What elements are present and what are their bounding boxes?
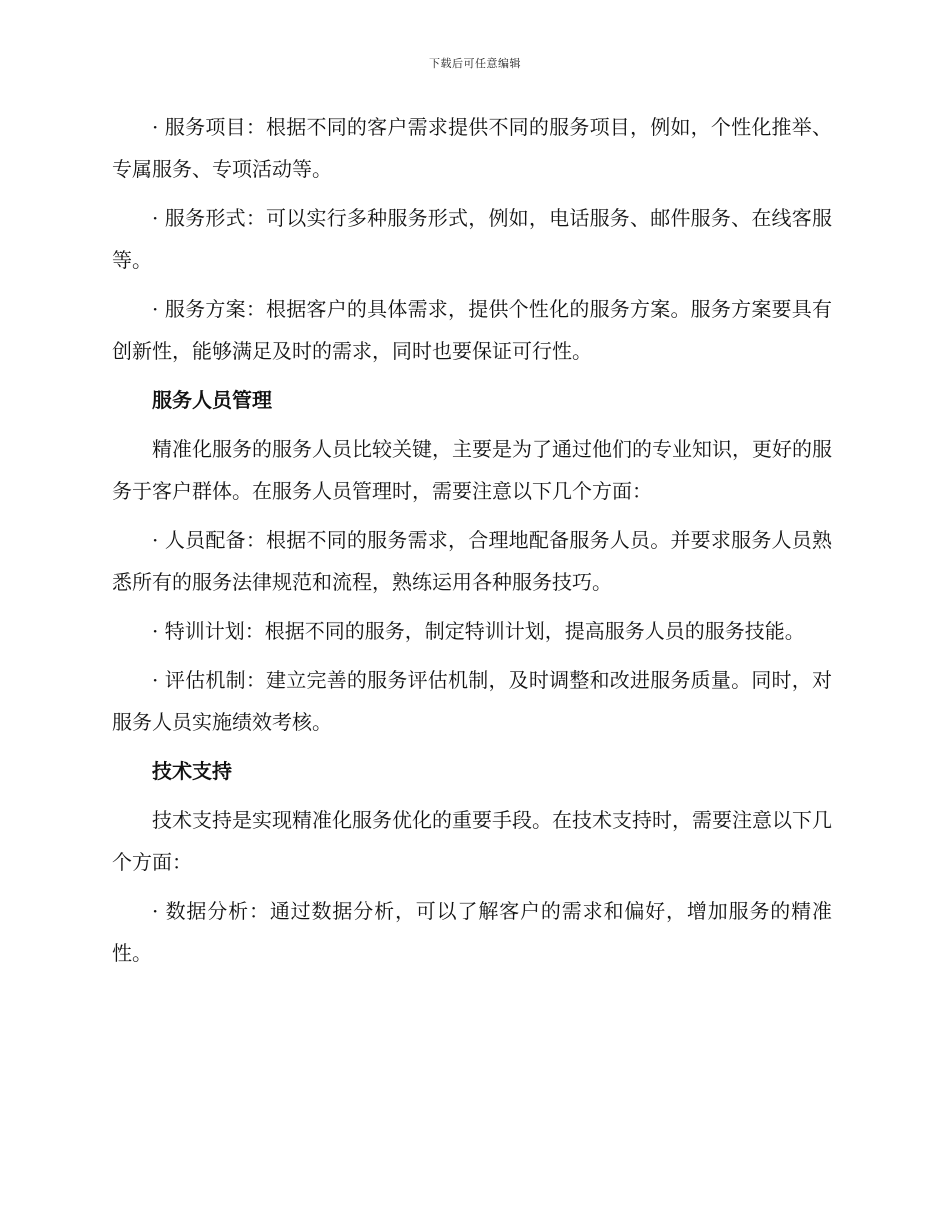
bullet-data-analysis: · 数据分析：通过数据分析，可以了解客户的需求和偏好，增加服务的精准性。 [112, 899, 832, 965]
bullet-service-items: · 服务项目：根据不同的客户需求提供不同的服务项目，例如，个性化推举、专属服务、专项活动等。 [112, 115, 832, 181]
bullet-staffing: · 人员配备：根据不同的服务需求，合理地配备服务人员。并要求服务人员熟悉所有的服务法律规范和流程，熟练运用各种服务技巧。 [112, 528, 832, 594]
bullet-service-plan: · 服务方案：根据客户的具体需求，提供个性化的服务方案。服务方案要具有创新性，能够满足及时的需求，同时也要保证可行性。 [112, 297, 832, 363]
tech-support-intro: 技术支持是实现精准化服务优化的重要手段。在技术支持时，需要注意以下几个方面： [112, 808, 832, 874]
page-header-note: 下载后可任意编辑 [429, 57, 521, 70]
document-body [112, 106, 832, 981]
bullet-evaluation: · 评估机制：建立完善的服务评估机制，及时调整和改进服务质量。同时，对服务人员实施绩效考核。 [112, 668, 832, 734]
staff-management-intro: 精准化服务的服务人员比较关键，主要是为了通过他们的专业知识，更好的服务于客户群体。在服务人员管理时，需要注意以下几个方面： [112, 437, 832, 503]
section-heading-staff-management: 服务人员管理 [152, 388, 272, 412]
section-heading-tech-support: 技术支持 [152, 759, 232, 783]
bullet-training-plan: · 特训计划：根据不同的服务，制定特训计划，提高服务人员的服务技能。 [152, 619, 805, 643]
bullet-service-forms: · 服务形式：可以实行多种服务形式，例如，电话服务、邮件服务、在线客服等。 [112, 206, 832, 272]
